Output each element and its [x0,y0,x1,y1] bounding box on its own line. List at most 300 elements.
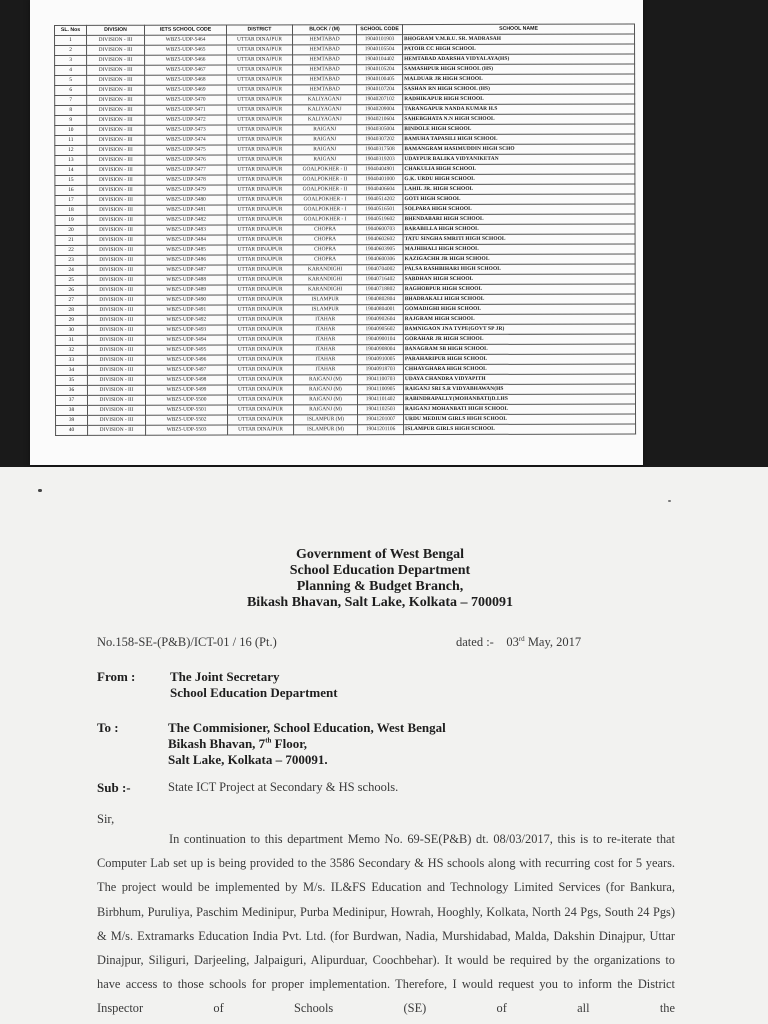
school-code-cell: 19041101402 [357,395,403,405]
serial-number-cell: 12 [55,145,87,155]
block-cell: CHOPRA [293,225,357,235]
district-cell: UTTAR DINAJPUR [227,125,293,135]
school-code-cell: 19040600306 [357,255,403,265]
division-cell: DIVISION - III [87,105,145,115]
division-cell: DIVISION - III [87,305,145,315]
division-cell: DIVISION - III [87,335,145,345]
iets-code-cell: WBZ5-UDP-5495 [145,345,227,355]
division-cell: DIVISION - III [87,355,145,365]
column-header: SCHOOL NAME [403,24,635,35]
iets-code-cell: WBZ5-UDP-5487 [145,265,227,275]
serial-number-cell: 27 [55,295,87,305]
block-cell: HEMTABAD [293,35,357,45]
iets-code-cell: WBZ5-UDP-5482 [145,215,227,225]
block-cell: ISLAMPUR [293,295,357,305]
block-cell: GOALPOKHER - II [293,185,357,195]
division-cell: DIVISION - III [87,395,145,405]
school-name-cell: PATOIR CC HIGH SCHOOL [403,44,635,55]
division-cell: DIVISION - III [87,75,145,85]
division-cell: DIVISION - III [87,35,145,45]
to-line-2a: Bikash Bhavan, 7 [168,736,266,751]
serial-number-cell: 31 [55,335,87,345]
school-code-cell: 19041102503 [357,405,403,415]
district-cell: UTTAR DINAJPUR [227,165,293,175]
block-cell: HEMTABAD [293,75,357,85]
memo-date [456,635,581,650]
iets-code-cell: WBZ5-UDP-5497 [145,365,227,375]
iets-code-cell: WBZ5-UDP-5470 [145,95,227,105]
district-cell: UTTAR DINAJPUR [227,385,293,395]
block-cell: KALIYAGANJ [293,115,357,125]
date-day: 03 [506,635,519,650]
school-code-cell: 19040104402 [357,55,403,65]
serial-number-cell: 40 [56,425,88,435]
district-cell: UTTAR DINAJPUR [227,215,293,225]
scan-speck [38,489,42,492]
district-cell: UTTAR DINAJPUR [227,45,293,55]
district-cell: UTTAR DINAJPUR [227,325,293,335]
memo-reference-number: No.158-SE-(P&B)/ICT-01 / 16 (Pt.) [97,635,277,649]
block-cell: KALIYAGANJ [293,95,357,105]
school-code-cell: 19040600703 [357,225,403,235]
block-cell: RAIGANJ [293,155,357,165]
school-name-cell: BINDOLE HIGH SCHOOL [403,124,635,135]
division-cell: DIVISION - III [87,165,145,175]
school-name-cell: BANAGRAM SB HIGH SCHOOL [403,344,635,355]
iets-code-cell: WBZ5-UDP-5489 [145,285,227,295]
block-cell: ITAHAR [293,345,357,355]
district-cell: UTTAR DINAJPUR [227,105,293,115]
to-label: To : [97,720,119,735]
school-code-cell: 19040718802 [357,285,403,295]
school-code-cell: 19040107204 [357,85,403,95]
school-list-sheet [54,23,635,436]
school-name-cell: GOTI HIGH SCHOOL [403,194,635,205]
division-cell: DIVISION - III [87,85,145,95]
iets-code-cell: WBZ5-UDP-5479 [145,185,227,195]
iets-code-cell: WBZ5-UDP-5474 [145,135,227,145]
body-paragraph: In continuation to this department Memo No. 69-SE(P&B) dt. 08/03/2017, this is to re-iterate that Computer Lab set up is being provided to the 3586 Secondary & HS schools along with recurring cost for 5 years. The project would be implemented by M/s. IL&FS Education and Technology Limited Services (for Bankura, Birbhum, Puruliya, Paschim Medinipur, Purba Medinipur, Howrah, Hooghly, Kolkata, North 24 Pgs, South 24 Pgs) & M/s. Extramarks Education India Pvt. Ltd. (for Burdwan, Nadia, Murshidabad, Malda, Dakshin Dinajpur, Uttar Dinajpur, Siliguri, Darjeeling, Jalpaiguri, Alipurduar, Coochbehar). It would be required by the organizations to have access to those schools for proper implementation. Therefore, I would request you to inform the District Inspector of Schools (SE) of all the [97,832,675,1016]
iets-code-cell: WBZ5-UDP-5468 [145,75,227,85]
block-cell: GOALPOKHER - I [293,195,357,205]
school-name-cell: ISLAMPUR GIRLS HIGH SCHOOL [404,424,636,435]
serial-number-cell: 34 [55,365,87,375]
division-cell: DIVISION - III [87,65,145,75]
school-name-cell: RAJGRAM HIGH SCHOOL [403,314,635,325]
school-name-cell: SAHEBGHATA N.N HIGH SCHOOL [403,114,635,125]
block-cell: RAIGANJ [293,135,357,145]
table-body [55,34,636,436]
school-code-cell: 19040602602 [357,235,403,245]
school-name-cell: CHHAYGHARA HIGH SCHOOL [403,364,635,375]
iets-code-cell: WBZ5-UDP-5475 [145,145,227,155]
district-cell: UTTAR DINAJPUR [227,205,293,215]
block-cell: RAIGANJ [293,125,357,135]
iets-code-cell: WBZ5-UDP-5498 [145,375,227,385]
school-name-cell: LAHIL JR. HIGH SCHOOL [403,184,635,195]
school-name-cell: BAMANGRAM HASIMUDDIN HIGH SCHO [403,144,635,155]
district-cell: UTTAR DINAJPUR [227,295,293,305]
district-cell: UTTAR DINAJPUR [227,145,293,155]
serial-number-cell: 10 [55,125,87,135]
school-code-cell: 19040100405 [357,75,403,85]
district-cell: UTTAR DINAJPUR [227,315,293,325]
division-cell: DIVISION - III [87,385,145,395]
school-name-cell: BHOGRAM V.M.B.U. SR. MADRASAH [403,34,635,45]
serial-number-cell: 22 [55,245,87,255]
salutation: Sir, [97,812,115,826]
division-cell: DIVISION - III [88,425,146,435]
serial-number-cell: 33 [55,355,87,365]
division-cell: DIVISION - III [87,145,145,155]
letterhead [200,547,560,611]
school-code-cell: 19040910005 [357,355,403,365]
district-cell: UTTAR DINAJPUR [227,255,293,265]
serial-number-cell: 20 [55,225,87,235]
school-name-cell: RAIGANJ MOHANBATI HIGH SCHOOL [403,404,635,415]
block-cell: RAIGANJ (M) [293,395,357,405]
division-cell: DIVISION - III [87,295,145,305]
school-code-cell: 19041201106 [358,425,404,435]
iets-code-cell: WBZ5-UDP-5494 [145,335,227,345]
serial-number-cell: 35 [55,375,87,385]
district-cell: UTTAR DINAJPUR [227,195,293,205]
block-cell: ITAHAR [293,355,357,365]
serial-number-cell: 7 [55,95,87,105]
block-cell: ITAHAR [293,315,357,325]
block-cell: ITAHAR [293,335,357,345]
division-cell: DIVISION - III [87,195,145,205]
iets-code-cell: WBZ5-UDP-5477 [145,165,227,175]
school-code-cell: 19040918703 [357,365,403,375]
iets-code-cell: WBZ5-UDP-5469 [145,85,227,95]
school-name-cell: SASHAN RN HIGH SCHOOL (HS) [403,84,635,95]
serial-number-cell: 23 [55,255,87,265]
iets-code-cell: WBZ5-UDP-5480 [145,195,227,205]
serial-number-cell: 38 [55,405,87,415]
school-name-cell: TATU SINGHA SMRITI HIGH SCHOOL [403,234,635,245]
school-name-cell: BAMUHA TAPASILI HIGH SCHOOL [403,134,635,145]
district-cell: UTTAR DINAJPUR [227,95,293,105]
school-name-cell: TARANGAPUR NANDA KUMAR H.S [403,104,635,115]
from-label: From : [97,669,136,684]
school-name-cell: RADHIKAPUR HIGH SCHOOL [403,94,635,105]
school-code-cell: 19040209004 [357,105,403,115]
division-cell: DIVISION - III [87,125,145,135]
school-code-cell: 19040210604 [357,115,403,125]
date-rest: May, 2017 [524,635,582,650]
block-cell: KARANDIGHI [293,285,357,295]
division-cell: DIVISION - III [87,315,145,325]
serial-number-cell: 30 [55,325,87,335]
district-cell: UTTAR DINAJPUR [227,155,293,165]
school-code-cell: 19041100703 [357,375,403,385]
school-code-cell: 19040105204 [357,65,403,75]
district-cell: UTTAR DINAJPUR [227,35,293,45]
division-cell: DIVISION - III [87,185,145,195]
school-code-cell: 19040804001 [357,305,403,315]
scanned-letter-page [0,467,768,1024]
school-code-cell: 19040319203 [357,155,403,165]
district-cell: UTTAR DINAJPUR [227,85,293,95]
district-cell: UTTAR DINAJPUR [227,285,293,295]
letter-body [97,827,675,1021]
column-header: SCHOOL CODE [357,25,403,35]
school-name-cell: KAZIGACHH JR HIGH SCHOOL [403,254,635,265]
iets-code-cell: WBZ5-UDP-5485 [145,245,227,255]
school-code-cell: 19041201007 [358,415,404,425]
block-cell: HEMTABAD [293,45,357,55]
school-name-cell: UDAYA CHANDRA VIDYAPITH [403,374,635,385]
serial-number-cell: 5 [55,75,87,85]
iets-code-cell: WBZ5-UDP-5492 [145,315,227,325]
iets-code-cell: WBZ5-UDP-5476 [145,155,227,165]
iets-code-cell: WBZ5-UDP-5501 [145,405,227,415]
serial-number-cell: 32 [55,345,87,355]
school-name-cell: PALSA RASHBIHARI HIGH SCHOOL [403,264,635,275]
district-cell: UTTAR DINAJPUR [227,335,293,345]
to-line-1: The Commisioner, School Education, West Bengal [168,720,446,735]
letterhead-line-4: Bikash Bhavan, Salt Lake, Kolkata – 700091 [246,595,514,610]
district-cell: UTTAR DINAJPUR [227,175,293,185]
block-cell: CHOPRA [293,235,357,245]
division-cell: DIVISION - III [87,325,145,335]
serial-number-cell: 17 [55,195,87,205]
subject-label: Sub :- [97,780,131,795]
district-cell: UTTAR DINAJPUR [227,355,293,365]
iets-code-cell: WBZ5-UDP-5478 [145,175,227,185]
division-cell: DIVISION - III [87,345,145,355]
iets-code-cell: WBZ5-UDP-5491 [145,305,227,315]
block-cell: KARANDIGHI [293,275,357,285]
serial-number-cell: 9 [55,115,87,125]
block-cell: ISLAMPUR [293,305,357,315]
serial-number-cell: 39 [56,415,88,425]
school-name-cell: SAMASHPUR HIGH SCHOOL (HS) [403,64,635,75]
iets-code-cell: WBZ5-UDP-5481 [145,205,227,215]
school-code-cell: 19040519602 [357,215,403,225]
district-cell: UTTAR DINAJPUR [228,415,294,425]
serial-number-cell: 15 [55,175,87,185]
block-cell: RAIGANJ (M) [293,405,357,415]
column-header: SL. Nos [55,25,87,35]
school-code-cell: 19040404901 [357,165,403,175]
division-cell: DIVISION - III [88,415,146,425]
table-row [56,424,636,436]
block-cell: RAIGANJ [293,145,357,155]
school-code-cell: 19040905602 [357,325,403,335]
division-cell: DIVISION - III [87,175,145,185]
division-cell: DIVISION - III [87,405,145,415]
school-name-cell: URDU MEDIUM GIRLS HIGH SCHOOL [404,414,636,425]
district-cell: UTTAR DINAJPUR [227,245,293,255]
school-list-table [54,23,636,436]
date-suffix: rd [518,635,525,643]
school-name-cell: HEMTABAD ADARSHA VIDYALAYA(HS) [403,54,635,65]
school-name-cell: BHENDABARI HIGH SCHOOL [403,214,635,225]
division-cell: DIVISION - III [87,375,145,385]
iets-code-cell: WBZ5-UDP-5483 [145,225,227,235]
school-code-cell: 19040207102 [357,95,403,105]
school-name-cell: GOMADIGHI HIGH SCHOOL [403,304,635,315]
division-cell: DIVISION - III [87,95,145,105]
district-cell: UTTAR DINAJPUR [227,235,293,245]
block-cell: CHOPRA [293,255,357,265]
serial-number-cell: 25 [55,275,87,285]
school-code-cell: 19040900104 [357,335,403,345]
school-name-cell: RABINDRAPALLY(MOHANBATI)D.I.HS [403,394,635,405]
division-cell: DIVISION - III [87,155,145,165]
serial-number-cell: 11 [55,135,87,145]
to-line-2-suffix: th [265,736,272,745]
division-cell: DIVISION - III [87,245,145,255]
division-cell: DIVISION - III [87,45,145,55]
division-cell: DIVISION - III [87,255,145,265]
division-cell: DIVISION - III [87,115,145,125]
serial-number-cell: 28 [55,305,87,315]
block-cell: GOALPOKHER - II [293,175,357,185]
district-cell: UTTAR DINAJPUR [227,225,293,235]
iets-code-cell: WBZ5-UDP-5503 [146,425,228,435]
district-cell: UTTAR DINAJPUR [227,65,293,75]
school-code-cell: 19040704002 [357,265,403,275]
iets-code-cell: WBZ5-UDP-5484 [145,235,227,245]
serial-number-cell: 26 [55,285,87,295]
scanned-table-page [30,0,643,465]
division-cell: DIVISION - III [87,285,145,295]
column-header: DIVISION [87,25,145,35]
division-cell: DIVISION - III [87,55,145,65]
division-cell: DIVISION - III [87,275,145,285]
serial-number-cell: 3 [55,55,87,65]
block-cell: GOALPOKHER - I [293,215,357,225]
district-cell: UTTAR DINAJPUR [227,395,293,405]
district-cell: UTTAR DINAJPUR [227,135,293,145]
block-cell: GOALPOKHER - II [293,165,357,175]
iets-code-cell: WBZ5-UDP-5490 [145,295,227,305]
school-code-cell: 19040101903 [357,35,403,45]
school-name-cell: UDAYPUR BALIKA VIDYANIKETAN [403,154,635,165]
school-code-cell: 19040908004 [357,345,403,355]
district-cell: UTTAR DINAJPUR [227,375,293,385]
serial-number-cell: 36 [55,385,87,395]
district-cell: UTTAR DINAJPUR [227,405,293,415]
serial-number-cell: 19 [55,215,87,225]
division-cell: DIVISION - III [87,265,145,275]
school-name-cell: G.K. URDU HIGH SCHOOL [403,174,635,185]
serial-number-cell: 1 [55,35,87,45]
block-cell: KALIYAGANJ [293,105,357,115]
division-cell: DIVISION - III [87,135,145,145]
school-code-cell: 19040307202 [357,135,403,145]
serial-number-cell: 16 [55,185,87,195]
iets-code-cell: WBZ5-UDP-5502 [146,415,228,425]
school-name-cell: MAJHIHALI HIGH SCHOOL [403,244,635,255]
from-line-1: The Joint Secretary [170,669,280,684]
district-cell: UTTAR DINAJPUR [227,185,293,195]
division-cell: DIVISION - III [87,365,145,375]
school-code-cell: 19040802804 [357,295,403,305]
school-name-cell: RAGHOBPUR HIGH SCHOOL [403,284,635,295]
serial-number-cell: 21 [55,235,87,245]
district-cell: UTTAR DINAJPUR [228,425,294,435]
school-name-cell: CHAKULIA HIGH SCHOOL [403,164,635,175]
block-cell: ITAHAR [293,365,357,375]
district-cell: UTTAR DINAJPUR [227,115,293,125]
district-cell: UTTAR DINAJPUR [227,275,293,285]
iets-code-cell: WBZ5-UDP-5465 [145,45,227,55]
school-name-cell: BARABILLA HIGH SCHOOL [403,224,635,235]
to-line-2 [168,736,307,752]
school-name-cell: BHADRAKALI HIGH SCHOOL [403,294,635,305]
block-cell: RAIGANJ (M) [293,385,357,395]
school-code-cell: 19040603905 [357,245,403,255]
iets-code-cell: WBZ5-UDP-5496 [145,355,227,365]
school-code-cell: 19040406604 [357,185,403,195]
division-cell: DIVISION - III [87,215,145,225]
dated-label: dated :- [456,635,494,650]
school-code-cell: 19040902604 [357,315,403,325]
column-header: DISTRICT [227,25,293,35]
school-name-cell: PARAHARIPUR HIGH SCHOOL [403,354,635,365]
block-cell: HEMTABAD [293,65,357,75]
iets-code-cell: WBZ5-UDP-5472 [145,115,227,125]
school-code-cell: 19040716402 [357,275,403,285]
letterhead-line-3: Planning & Budget Branch, [296,579,464,594]
school-code-cell: 19040516501 [357,205,403,215]
letterhead-line-2: School Education Department [289,563,471,578]
school-code-cell: 19040401000 [357,175,403,185]
serial-number-cell: 14 [55,165,87,175]
block-cell: CHOPRA [293,245,357,255]
division-cell: DIVISION - III [87,235,145,245]
block-cell: KARANDIGHI [293,265,357,275]
district-cell: UTTAR DINAJPUR [227,75,293,85]
school-name-cell: RAIGANJ SRI S.R VIDYABHAWAN(HS [403,384,635,395]
serial-number-cell: 2 [55,45,87,55]
division-cell: DIVISION - III [87,205,145,215]
serial-number-cell: 8 [55,105,87,115]
school-code-cell: 19041100905 [357,385,403,395]
subject-text: State ICT Project at Secondary & HS schools. [168,780,399,794]
from-line-2: School Education Department [170,685,338,700]
serial-number-cell: 4 [55,65,87,75]
to-line-2b: Floor, [271,736,308,751]
district-cell: UTTAR DINAJPUR [227,55,293,65]
iets-code-cell: WBZ5-UDP-5471 [145,105,227,115]
block-cell: HEMTABAD [293,85,357,95]
iets-code-cell: WBZ5-UDP-5500 [145,395,227,405]
serial-number-cell: 13 [55,155,87,165]
serial-number-cell: 29 [55,315,87,325]
iets-code-cell: WBZ5-UDP-5493 [145,325,227,335]
school-code-cell: 19040514202 [357,195,403,205]
school-code-cell: 19040317508 [357,145,403,155]
district-cell: UTTAR DINAJPUR [227,265,293,275]
letterhead-line-1: Government of West Bengal [295,547,465,562]
district-cell: UTTAR DINAJPUR [227,305,293,315]
iets-code-cell: WBZ5-UDP-5486 [145,255,227,265]
block-cell: ISLAMPUR (M) [294,425,358,435]
iets-code-cell: WBZ5-UDP-5488 [145,275,227,285]
block-cell: GOALPOKHER - I [293,205,357,215]
division-cell: DIVISION - III [87,225,145,235]
iets-code-cell: WBZ5-UDP-5499 [145,385,227,395]
block-cell: RAIGANJ (M) [293,375,357,385]
serial-number-cell: 37 [55,395,87,405]
school-name-cell: GORAHAR JR HIGH SCHOOL [403,334,635,345]
block-cell: ITAHAR [293,325,357,335]
